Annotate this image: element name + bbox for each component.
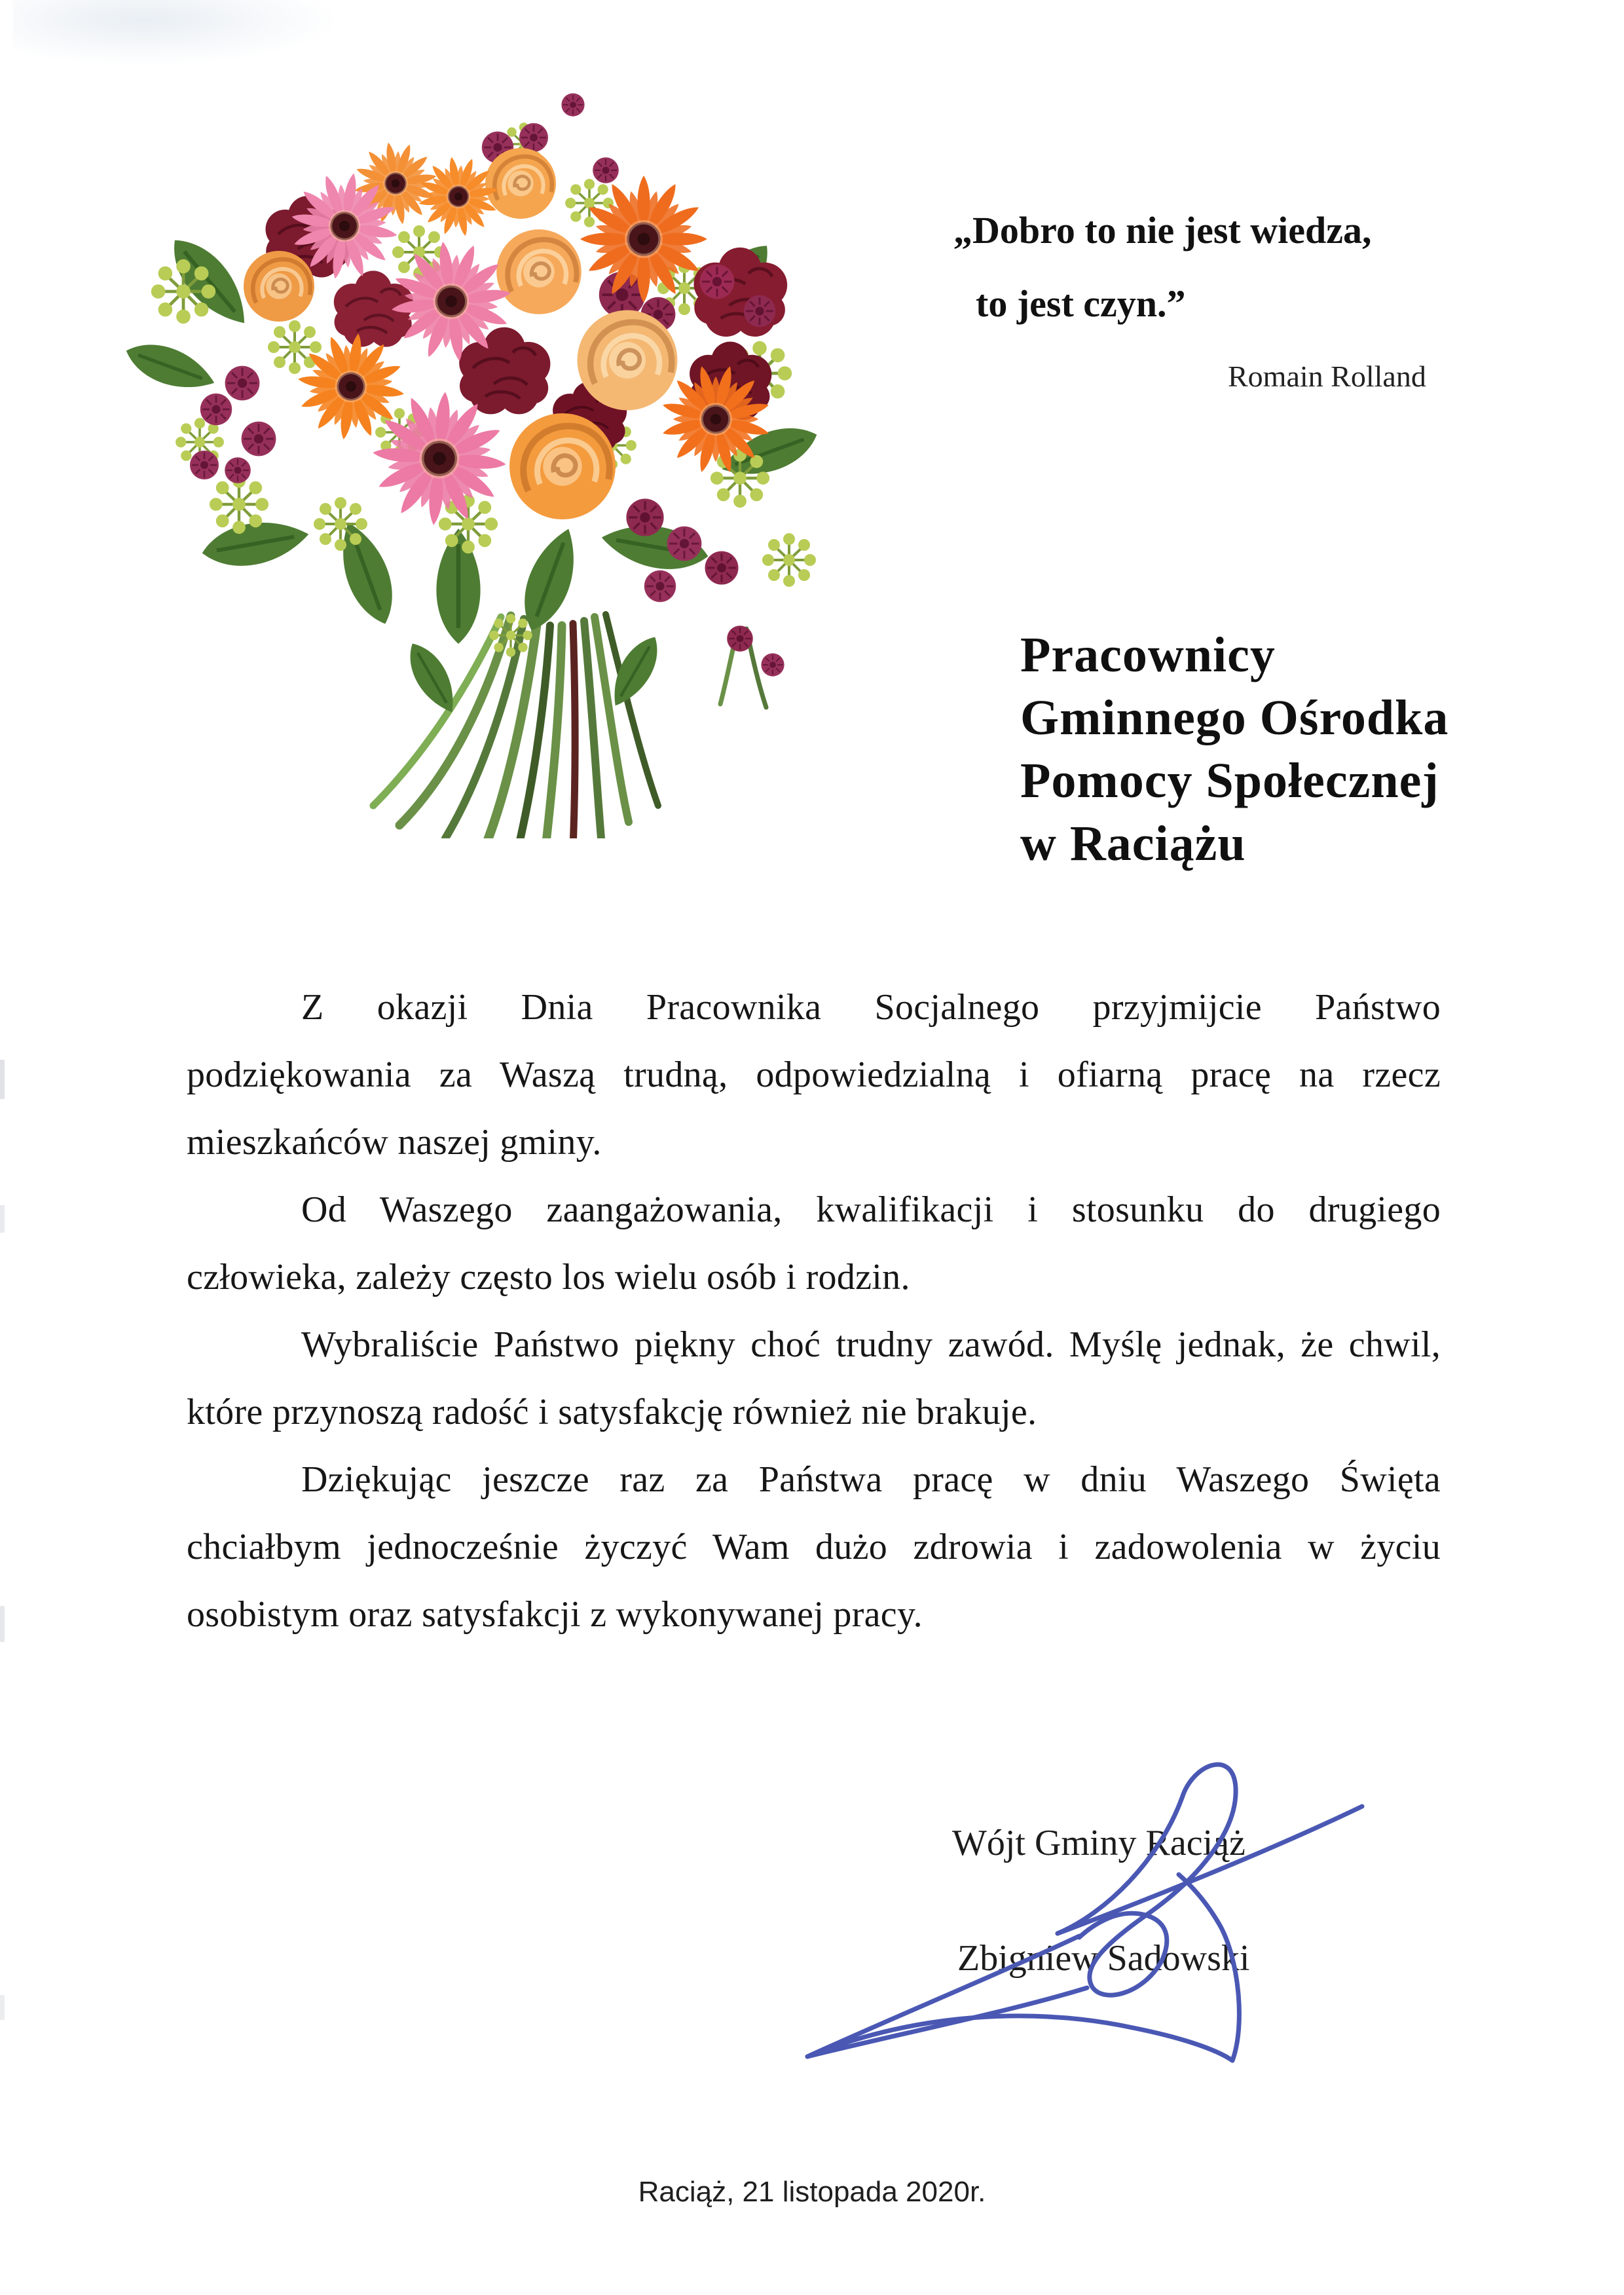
body-line: podziękowania za Waszą trudną, odpowiedzialną i ofiarną pracę na rzecz — [187, 1054, 1441, 1095]
addressee-line: Pracownicy — [1020, 627, 1276, 682]
dateline: Raciąż, 21 listopada 2020r. — [638, 2176, 986, 2208]
body-line: Z okazji Dnia Pracownika Socjalnego przyjmijcie Państwo — [301, 987, 1441, 1028]
signature-title: Wójt Gminy Raciąż — [952, 1823, 1246, 1863]
body-line: osobistym oraz satysfakcji z wykonywanej pracy. — [187, 1594, 923, 1635]
scan-edge-mark — [0, 1606, 5, 1642]
scan-edge-mark — [0, 1995, 5, 2020]
scan-edge-mark — [0, 1060, 5, 1099]
quote-block — [953, 194, 1464, 341]
addressee-line: w Raciążu — [1020, 816, 1246, 871]
quote-line-2: to jest czyn.” — [976, 282, 1186, 325]
handwritten-signature — [747, 1723, 1414, 2109]
quote-attribution: Romain Rolland — [1228, 360, 1426, 393]
addressee-block — [1020, 624, 1449, 875]
addressee-line: Pomocy Społecznej — [1020, 753, 1439, 808]
quote-line-1: „Dobro to nie jest wiedza, — [953, 209, 1372, 252]
scan-smudge — [13, 0, 341, 65]
body-line: Od Waszego zaangażowania, kwalifikacji i stosunku do drugiego — [301, 1189, 1441, 1230]
scan-edge-mark — [0, 1205, 5, 1233]
bouquet-image — [92, 85, 825, 838]
body-line: Wybraliście Państwo piękny choć trudny zawód. Myślę jednak, że chwil, — [301, 1324, 1441, 1365]
body-line: człowieka, zależy często los wielu osób i rodzin. — [187, 1257, 910, 1297]
signature-name: Zbigniew Sadowski — [957, 1938, 1250, 1979]
addressee-line: Gminnego Ośrodka — [1020, 690, 1449, 745]
letter-body — [187, 974, 1441, 1649]
body-line: które przynoszą radość i satysfakcję również nie brakuje. — [187, 1392, 1037, 1432]
body-line: Dziękując jeszcze raz za Państwa pracę w dniu Waszego Święta — [301, 1459, 1441, 1500]
body-line: mieszkańców naszej gminy. — [187, 1122, 602, 1163]
body-line: chciałbym jednocześnie życzyć Wam dużo zdrowia i zadowolenia w życiu — [187, 1527, 1441, 1567]
